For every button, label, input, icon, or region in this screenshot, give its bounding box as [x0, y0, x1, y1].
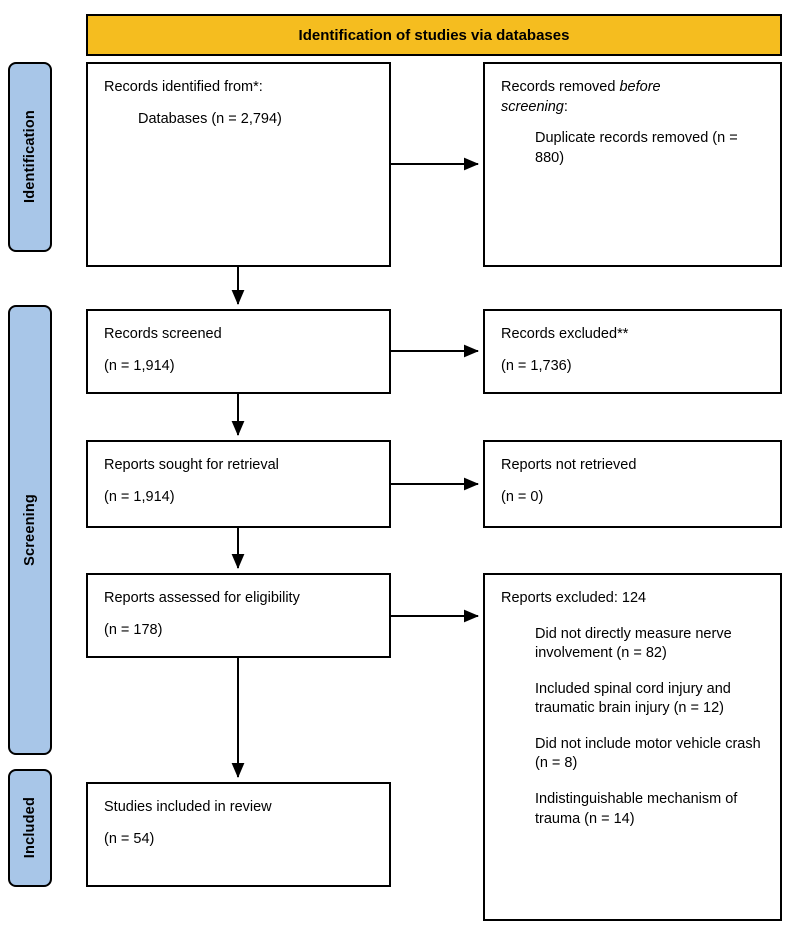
- records-identified-line1: Records identified from*:: [104, 79, 263, 95]
- box-reports-not-retrieved: [483, 440, 782, 528]
- studies-included-line2: (n = 54): [104, 830, 155, 847]
- banner-label: Identification of studies via databases: [298, 26, 570, 44]
- stage-label-screening: [8, 305, 52, 755]
- records-excluded-line2: (n = 1,736): [501, 357, 572, 374]
- reports-sought-line2: (n = 1,914): [104, 488, 175, 505]
- records-removed-heading-italic2: screening: [501, 98, 564, 115]
- reports-excluded-reason-1: Did not directly measure nerve involvement (n = 82): [535, 625, 732, 662]
- box-studies-included: [86, 782, 391, 887]
- reports-excluded-reason-2: Included spinal cord injury and traumatic brain injury (n = 12): [535, 680, 731, 717]
- box-reports-sought: [86, 440, 391, 528]
- records-removed-heading-italic1: before: [619, 79, 661, 95]
- records-removed-item1: Duplicate records removed (n = 880): [535, 130, 738, 166]
- studies-included-line1: Studies included in review: [104, 799, 272, 815]
- reports-excluded-reason-4: Indistinguishable mechanism of trauma (n = 14): [535, 790, 738, 827]
- records-removed-heading: [501, 78, 764, 117]
- reports-assessed-line1: Reports assessed for eligibility: [104, 590, 300, 606]
- reports-not-retrieved-line1: Reports not retrieved: [501, 457, 637, 473]
- records-screened-line2: (n = 1,914): [104, 357, 175, 374]
- stage-label-screening-text: Screening: [22, 494, 38, 566]
- records-identified-line2: Databases (n = 2,794): [138, 110, 282, 127]
- stage-label-identification-text: Identification: [22, 110, 38, 204]
- reports-excluded-reason-3: Did not include motor vehicle crash (n = 8): [535, 735, 761, 772]
- box-reports-excluded-reasons: [483, 573, 782, 921]
- records-removed-heading-prefix: Records removed: [501, 79, 620, 95]
- box-records-removed: [483, 62, 782, 267]
- box-reports-assessed: [86, 573, 391, 658]
- reports-not-retrieved-line2: (n = 0): [501, 488, 544, 505]
- box-records-identified: [86, 62, 391, 267]
- reports-excluded-heading: Reports excluded: 124: [501, 590, 647, 606]
- banner-identification-via-databases: [86, 14, 782, 56]
- records-removed-heading-colon: :: [563, 98, 568, 115]
- box-records-screened: [86, 309, 391, 394]
- stage-label-included-text: Included: [22, 797, 38, 859]
- stage-label-identification: [8, 62, 52, 252]
- reports-assessed-line2: (n = 178): [104, 621, 163, 638]
- reports-sought-line1: Reports sought for retrieval: [104, 457, 279, 473]
- records-excluded-line1: Records excluded**: [501, 326, 629, 342]
- box-records-excluded: [483, 309, 782, 394]
- stage-label-included: [8, 769, 52, 887]
- records-screened-line1: Records screened: [104, 326, 222, 342]
